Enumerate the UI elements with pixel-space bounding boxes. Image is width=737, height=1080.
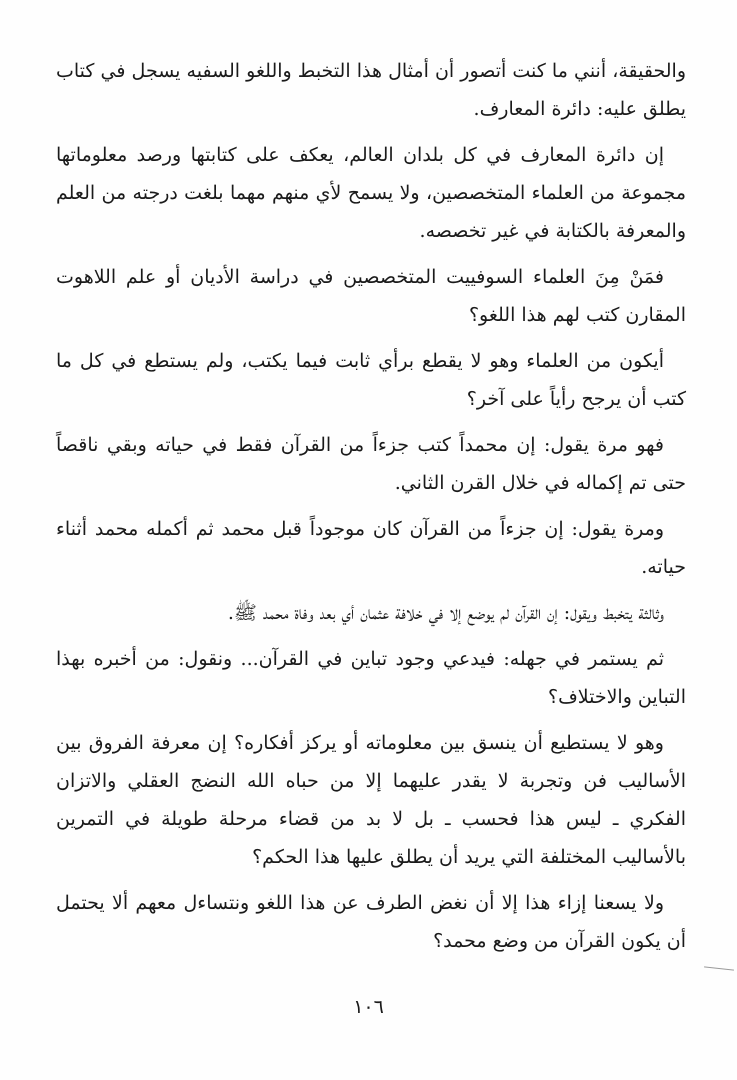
paragraph-8: ثم يستمر في جهله: فيدعي وجود تباين في القرآن... ونقول: من أخبره بهذا التباين والاختلاف؟ xyxy=(56,648,686,708)
paragraph-7: وثالثة يتخبط ويقول: إن القرآن لم يوضع إلا في خلافة عثمان أي بعد وفاة محمد ﷺ. xyxy=(227,602,664,624)
paragraph-2: إن دائرة المعارف في كل بلدان العالم، يعكف على كتابتها ورصد معلوماتها مجموعة من العلماء المتخصصين، ولا يسمح لأي منهم مهما بلغت درجته من العلم والمعرفة بالكتابة في غير تخصصه. xyxy=(56,144,686,242)
body-text xyxy=(56,52,686,968)
paragraph-3: فمَنْ مِنَ العلماء السوفييت المتخصصين في دراسة الأديان أو علم اللاهوت المقارن كتب لهم هذا اللغو؟ xyxy=(56,266,686,326)
scan-artifact-line xyxy=(704,966,734,970)
paragraph-4: أيكون من العلماء وهو لا يقطع برأي ثابت فيما يكتب، ولم يستطع في كل ما كتب أن يرجح رأياً على آخر؟ xyxy=(56,350,686,410)
paragraph-9: وهو لا يستطيع أن ينسق بين معلوماته أو يركز أفكاره؟ إن معرفة الفروق بين الأساليب فن وتجربة لا يقدر عليهما إلا من حباه الله النضج العقلي والاتزان الفكري ـ ليس هذا فحسب ـ بل لا بد من قضاء مرحلة طويلة في التمرين بالأساليب المختلفة التي يريد أن يطلق عليها هذا الحكم؟ xyxy=(56,732,686,868)
paragraph-1: والحقيقة، أنني ما كنت أتصور أن أمثال هذا التخبط واللغو السفيه يسجل في كتاب يطلق عليه: دائرة المعارف. xyxy=(56,60,686,120)
page-number: ١٠٦ xyxy=(353,996,384,1018)
paragraph-6: ومرة يقول: إن جزءاً من القرآن كان موجوداً قبل محمد ثم أكمله محمد أثناء حياته. xyxy=(56,518,686,578)
paragraph-5: فهو مرة يقول: إن محمداً كتب جزءاً من القرآن فقط في حياته وبقي ناقصاً حتى تم إكماله في خلال القرن الثاني. xyxy=(56,434,686,494)
paragraph-10: ولا يسعنا إزاء هذا إلا أن نغض الطرف عن هذا اللغو ونتساءل معهم ألا يحتمل أن يكون القرآن من وضع محمد؟ xyxy=(56,892,686,952)
